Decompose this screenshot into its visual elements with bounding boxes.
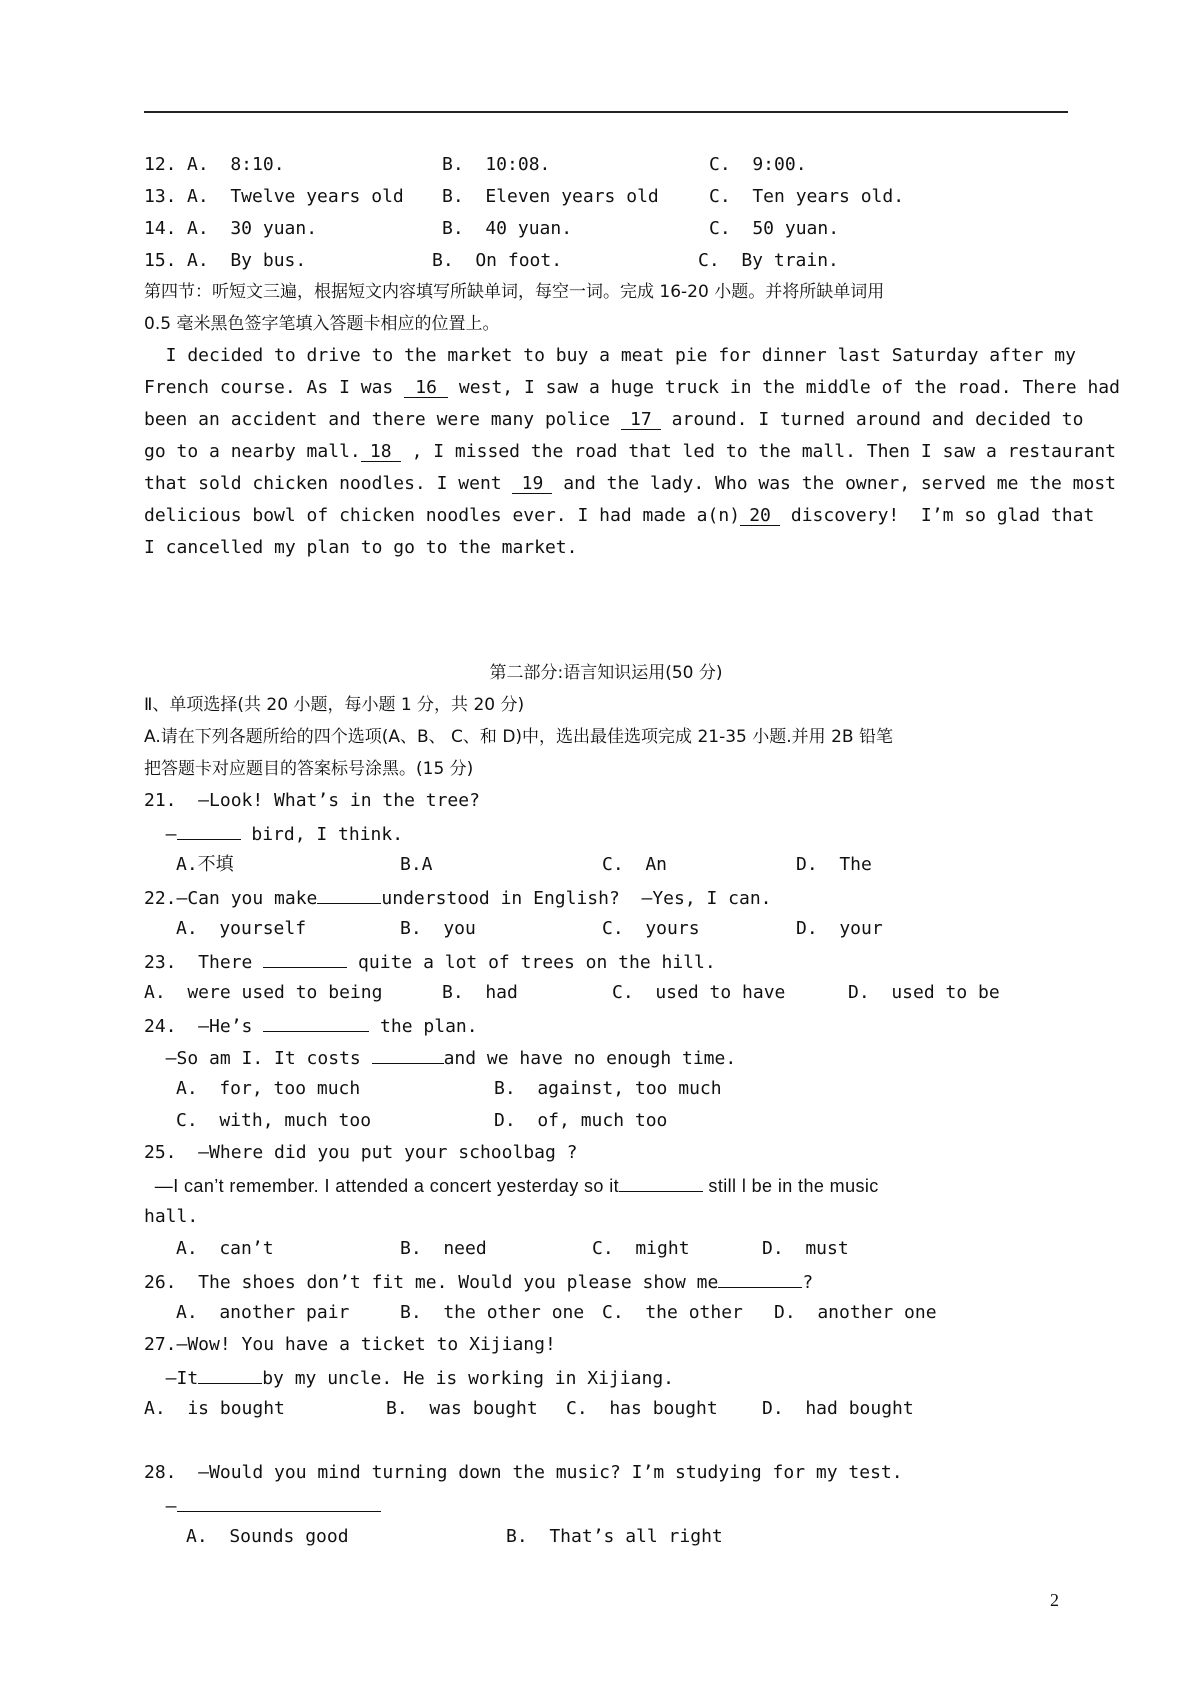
q23-option-b: B. had	[442, 982, 518, 1003]
q24-stem-a: 24. —He’s	[144, 1016, 264, 1037]
q24-reply	[144, 1047, 736, 1069]
q21-reply-text: bird, I think.	[240, 824, 404, 845]
passage-text: delicious bowl of chicken noodles ever. I had made a(n)	[144, 505, 741, 526]
passage-text: been an accident and there were many police	[144, 409, 621, 430]
q24-blank-2	[372, 1047, 444, 1064]
blank-16: 16	[404, 379, 448, 398]
q25-option-a: A. can’t	[176, 1238, 274, 1259]
q23-stem-b: quite a lot of trees on the hill.	[347, 952, 716, 973]
passage-text: around. I turned around and decided to	[660, 409, 1084, 430]
q24-option-d: D. of, much too	[494, 1110, 668, 1131]
blank-20: 20	[740, 507, 780, 526]
passage-text: that sold chicken noodles. I went	[144, 473, 513, 494]
passage-text: , I missed the road that led to the mall. Then I saw a restaurant	[400, 441, 1116, 462]
passage-line-2	[144, 378, 1120, 398]
q26-option-b: B. the other one	[400, 1302, 585, 1323]
q28-option-a: A. Sounds good	[186, 1526, 349, 1547]
q26-option-a: A. another pair	[176, 1302, 350, 1323]
q21-reply	[144, 823, 403, 845]
q21-blank	[177, 823, 241, 840]
q28-blank	[177, 1495, 381, 1512]
q24-stem	[144, 1015, 478, 1037]
header-rule	[144, 111, 1068, 113]
q23-option-c: C. used to have	[612, 982, 786, 1003]
q25-option-d: D. must	[762, 1238, 849, 1259]
q21-option-b: B.A	[400, 854, 433, 875]
q27-reply-a: —It	[144, 1368, 199, 1389]
q15-option-b: B. On foot.	[432, 250, 563, 271]
blank-18: 18	[361, 443, 401, 462]
q22-stem-b: understood in English? —Yes, I can.	[381, 888, 772, 909]
q23-stem	[144, 951, 716, 973]
q23-option-d: D. used to be	[848, 982, 1000, 1003]
q12-num: 12.	[144, 154, 177, 175]
q26-stem	[144, 1271, 813, 1293]
q23-stem-a: 23. There	[144, 952, 264, 973]
page-number: 2	[1050, 1590, 1059, 1610]
passage-text: French course. As I was	[144, 377, 405, 398]
q26-option-d: D. another one	[774, 1302, 937, 1323]
q21-reply-dash: —	[144, 824, 177, 845]
q24-option-c: C. with, much too	[176, 1110, 372, 1131]
passage-line-4	[144, 442, 1116, 462]
part2-instruction-line2: 把答题卡对应题目的答案标号涂黑。(15 分)	[144, 759, 474, 779]
q13-option-a: A. Twelve years old	[187, 186, 404, 207]
q21-option-d: D. The	[796, 854, 872, 875]
q27-option-a: A. is bought	[144, 1398, 285, 1419]
q24-blank-1	[263, 1015, 369, 1032]
q24-option-b: B. against, too much	[494, 1078, 722, 1099]
q24-reply-a: —So am I. It costs	[144, 1048, 372, 1069]
part2-instruction-line1: A.请在下列各题所给的四个选项(A、B、 C、和 D)中，选出最佳选项完成 21-35 小题.并用 2B 铅笔	[144, 727, 893, 747]
q13-option-c: C. Ten years old.	[709, 186, 905, 207]
q22-option-b: B. you	[400, 918, 476, 939]
q22-option-a: A. yourself	[176, 918, 307, 939]
passage-line-6	[144, 506, 1094, 526]
q14-option-b: B. 40 yuan.	[442, 218, 573, 239]
q15-option-c: C. By train.	[698, 250, 839, 271]
q25-reply-a: —I can’t remember. I attended a concert yesterday so it	[144, 1176, 620, 1196]
q28-reply	[144, 1495, 381, 1517]
q25-option-b: B. need	[400, 1238, 487, 1259]
q12-option-a: A. 8:10.	[187, 154, 285, 175]
q12-option-c: C. 9:00.	[709, 154, 807, 175]
q25-reply-b: still l be in the music	[703, 1176, 879, 1196]
section4-instruction-line1: 第四节：听短文三遍，根据短文内容填写所缺单词，每空一词。完成 16-20 小题。并将所缺单词用	[144, 282, 885, 302]
q27-reply-b: by my uncle. He is working in Xijiang.	[262, 1368, 674, 1389]
q26-option-c: C. the other	[602, 1302, 743, 1323]
part2-heading: 第二部分:语言知识运用(50 分)	[489, 663, 723, 683]
q14-option-c: C. 50 yuan.	[709, 218, 840, 239]
q15-option-a: A. By bus.	[187, 250, 307, 271]
q22-option-c: C. yours	[602, 918, 700, 939]
q27-blank	[198, 1367, 262, 1384]
passage-text: discovery! I’m so glad that	[780, 505, 1095, 526]
q14-num: 14.	[144, 218, 177, 239]
q25-stem-cont: hall.	[144, 1206, 199, 1227]
part2-subheading: Ⅱ、单项选择(共 20 小题，每小题 1 分，共 20 分)	[144, 695, 525, 715]
q23-option-a: A. were used to being	[144, 982, 383, 1003]
q24-reply-b: and we have no enough time.	[443, 1048, 737, 1069]
q24-stem-b: the plan.	[369, 1016, 478, 1037]
q28-option-b: B. That’s all right	[506, 1526, 723, 1547]
q22-option-d: D. your	[796, 918, 883, 939]
q14-option-a: A. 30 yuan.	[187, 218, 318, 239]
passage-text: go to a nearby mall.	[144, 441, 361, 462]
passage-line-1: I decided to drive to the market to buy a meat pie for dinner last Saturday after my	[144, 345, 1076, 366]
q12-option-b: B. 10:08.	[442, 154, 551, 175]
q26-blank	[718, 1271, 802, 1288]
q25-blank	[619, 1175, 703, 1192]
q21-option-c: C. An	[602, 854, 668, 875]
q28-reply-dash: —	[144, 1496, 177, 1517]
q22-blank	[317, 887, 381, 904]
blank-19: 19	[512, 475, 552, 494]
q23-blank	[263, 951, 347, 968]
q26-stem-b: ?	[802, 1272, 814, 1293]
q22-stem-a: 22.—Can you make	[144, 888, 318, 909]
passage-text: and the lady. Who was the owner, served me the most	[552, 473, 1116, 494]
passage-line-5	[144, 474, 1116, 494]
q22-stem	[144, 887, 772, 909]
passage-line-7: I cancelled my plan to go to the market.	[144, 537, 578, 558]
q24-option-a: A. for, too much	[176, 1078, 361, 1099]
q13-option-b: B. Eleven years old	[442, 186, 659, 207]
q13-num: 13.	[144, 186, 177, 207]
section4-instruction-line2: 0.5 毫米黑色签字笔填入答题卡相应的位置上。	[144, 314, 500, 334]
q25-reply	[144, 1175, 879, 1196]
q27-option-b: B. was bought	[386, 1398, 538, 1419]
q27-option-c: C. has bought	[566, 1398, 718, 1419]
q27-reply	[144, 1367, 674, 1389]
passage-text: west, I saw a huge truck in the middle of the road. There had	[448, 377, 1120, 398]
q27-option-d: D. had bought	[762, 1398, 914, 1419]
q26-stem-a: 26. The shoes don’t fit me. Would you please show me	[144, 1272, 719, 1293]
blank-17: 17	[621, 411, 661, 430]
q25-stem: 25. —Where did you put your schoolbag ?	[144, 1142, 578, 1163]
q27-stem: 27.—Wow! You have a ticket to Xijiang!	[144, 1334, 556, 1355]
q21-option-a: A.不填	[176, 854, 234, 875]
passage-line-3	[144, 410, 1083, 430]
q28-stem: 28. —Would you mind turning down the music? I’m studying for my test.	[144, 1462, 903, 1483]
q25-option-c: C. might	[592, 1238, 690, 1259]
q15-num: 15.	[144, 250, 177, 271]
q21-stem: 21. —Look! What’s in the tree?	[144, 790, 480, 811]
